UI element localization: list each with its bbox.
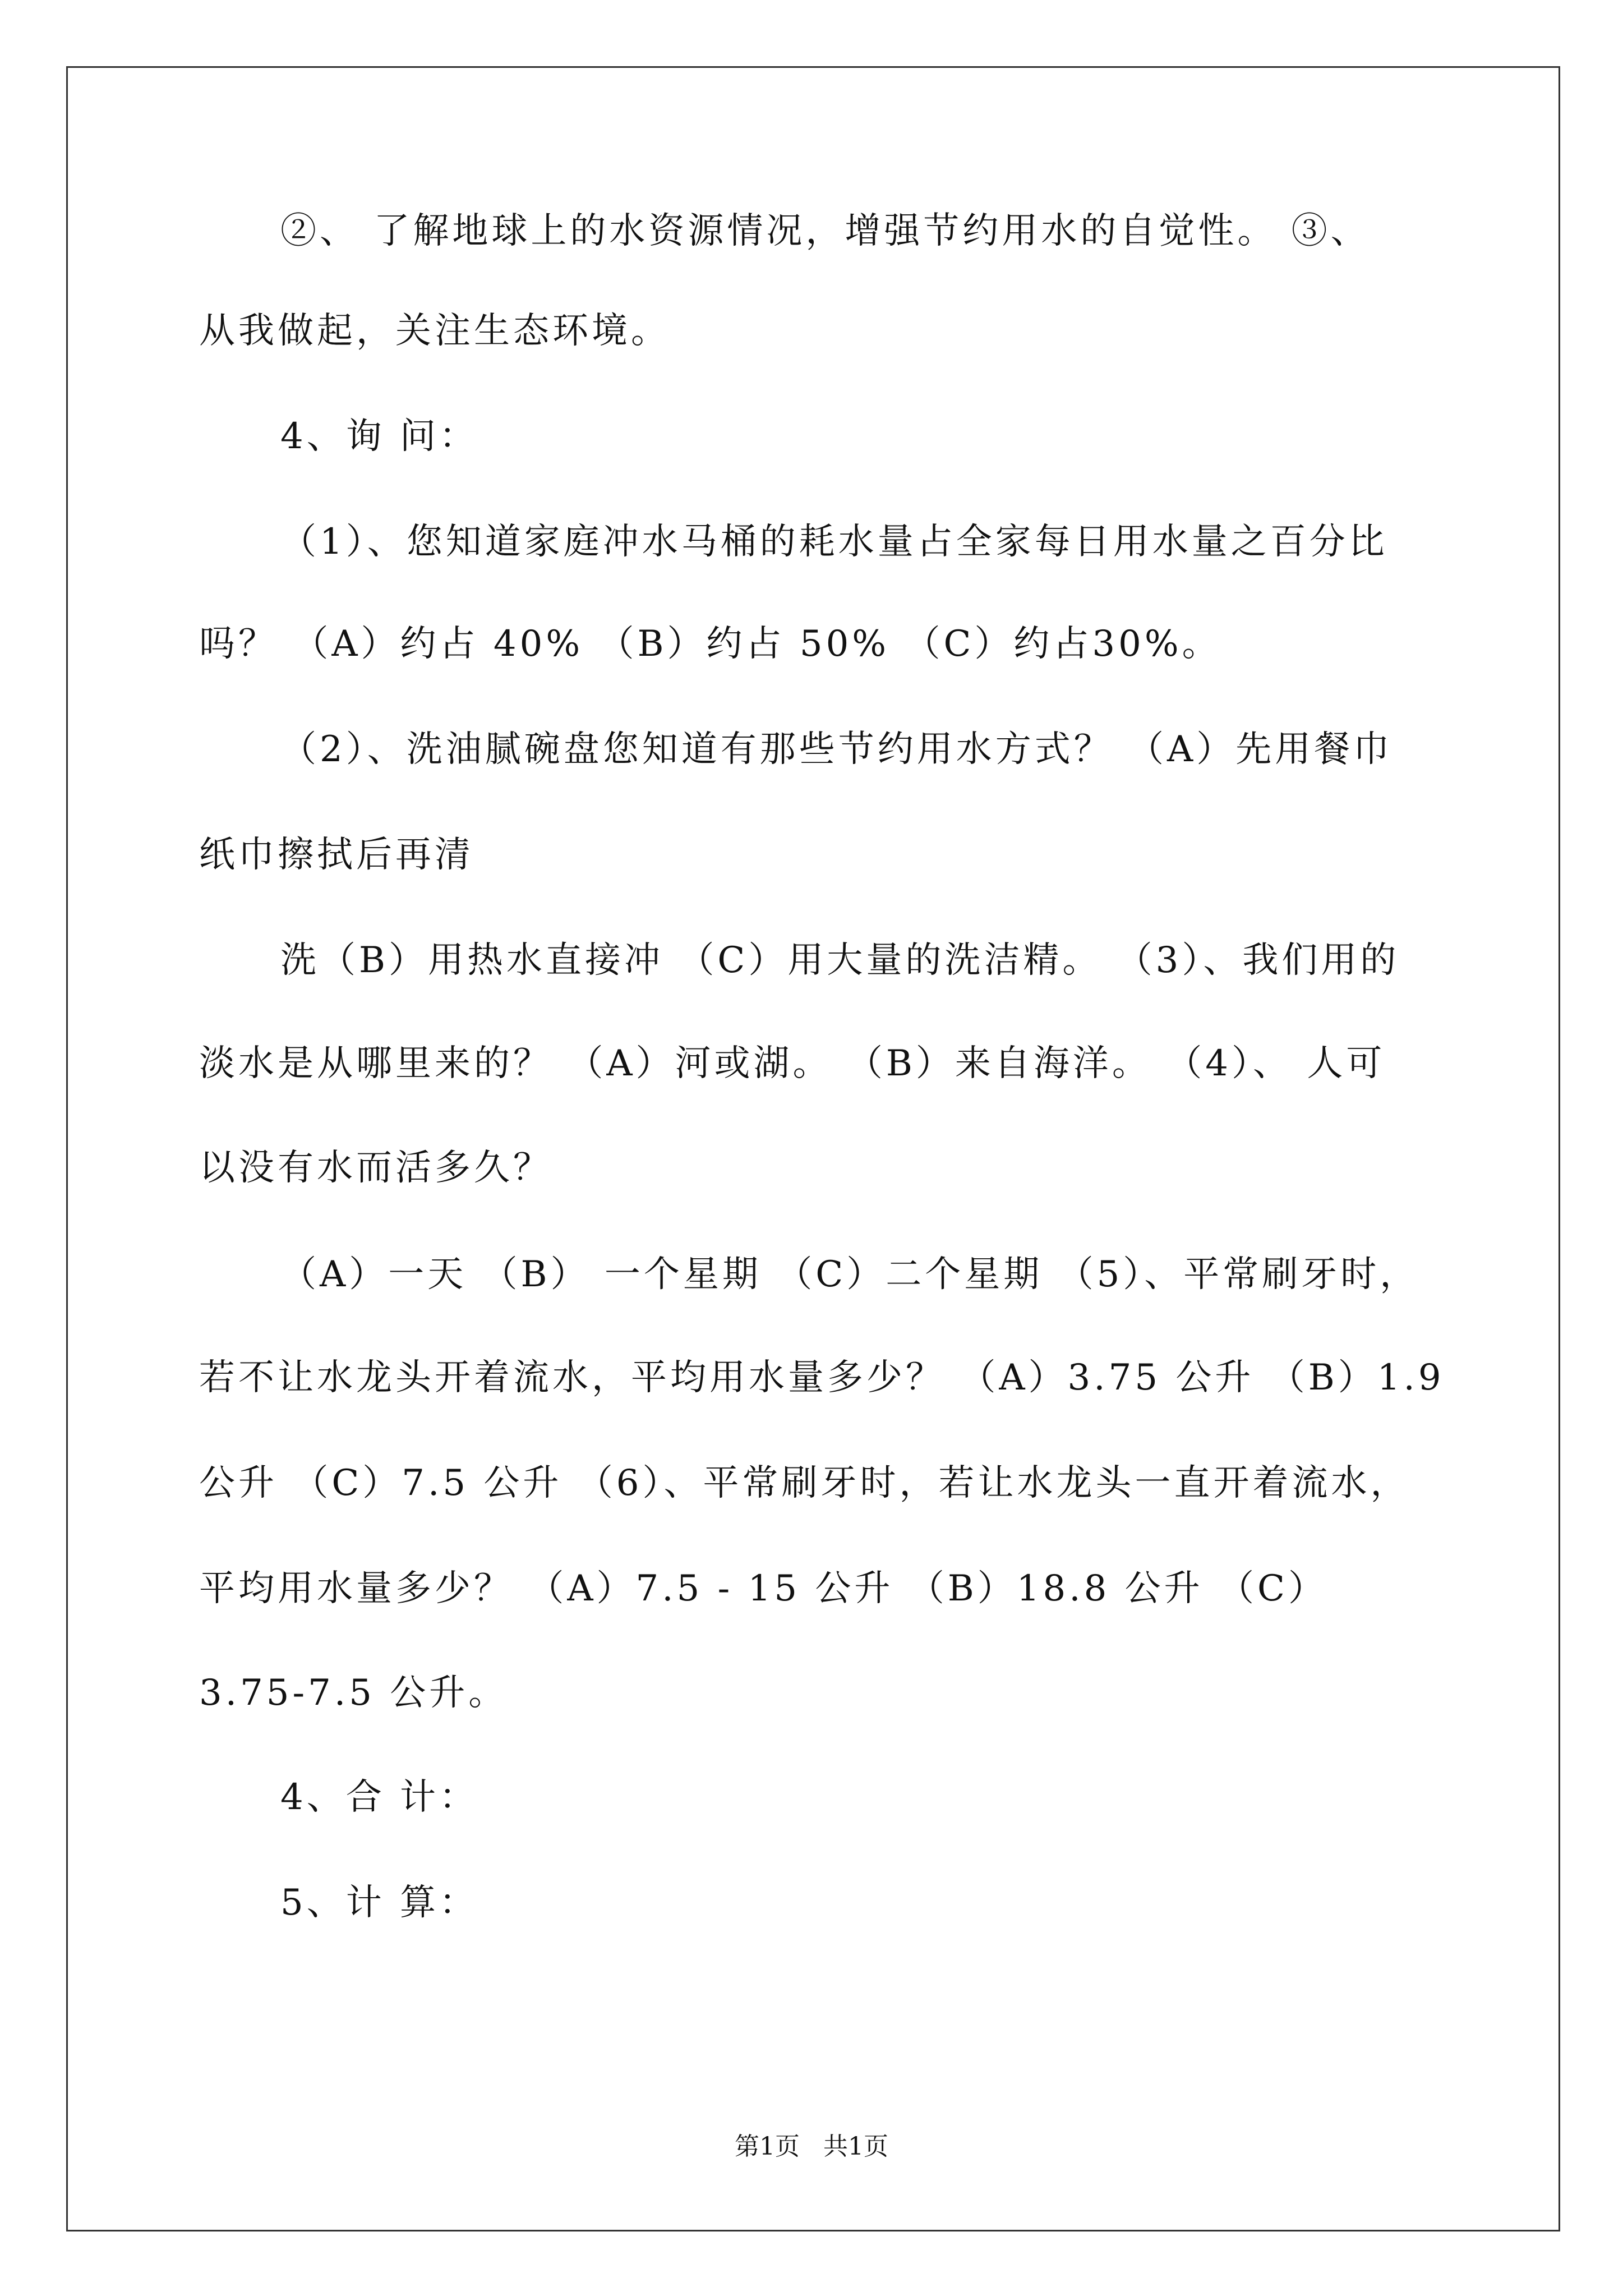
text-line-9: 淡水是从哪里来的？ （A）河或湖。 （B）来自海洋。 （4）、 人可 <box>199 1043 1386 1084</box>
text-line-10: 以没有水而活多久？ <box>199 1147 552 1189</box>
text-line-5: 吗？ （A）约占 40% （B）约占 50% （C）约占30%。 <box>199 623 1221 665</box>
text-line-12: 若不让水龙头开着流水，平均用水量多少？ （A）3.75 公升 （B）1.9 <box>199 1357 1445 1398</box>
text-line-17: 5、计 算： <box>280 1882 479 1924</box>
text-line-7: 纸巾擦拭后再清 <box>199 834 474 876</box>
text-line-11: （A）一天 （B） 一个星期 （C）二个星期 （5）、平常刷牙时， <box>280 1254 1419 1295</box>
text-line-4: （1）、您知道家庭冲水马桶的耗水量占全家每日用水量之百分比 <box>280 521 1388 563</box>
page-number-footer: 第1页 共1页 <box>735 2132 888 2161</box>
text-line-2: 从我做起，关注生态环境。 <box>199 310 670 352</box>
text-line-13: 公升 （C）7.5 公升 （6）、平常刷牙时，若让水龙头一直开着流水， <box>199 1462 1410 1504</box>
text-line-3: 4、询 问： <box>280 416 479 457</box>
text-line-14: 平均用水量多少？ （A）7.5 - 15 公升 （B）18.8 公升 （C） <box>199 1568 1327 1609</box>
text-line-15: 3.75-7.5 公升。 <box>199 1672 508 1714</box>
text-line-6: （2）、洗油腻碗盘您知道有那些节约用水方式？ （A）先用餐巾 <box>280 729 1393 770</box>
text-line-8: 洗（B）用热水直接冲 （C）用大量的洗洁精。 （3）、我们用的 <box>280 940 1400 981</box>
text-line-1: ②、 了解地球上的水资源情况，增强节约用水的自觉性。 ③、 <box>280 210 1370 252</box>
text-line-16: 4、合 计： <box>280 1777 479 1818</box>
